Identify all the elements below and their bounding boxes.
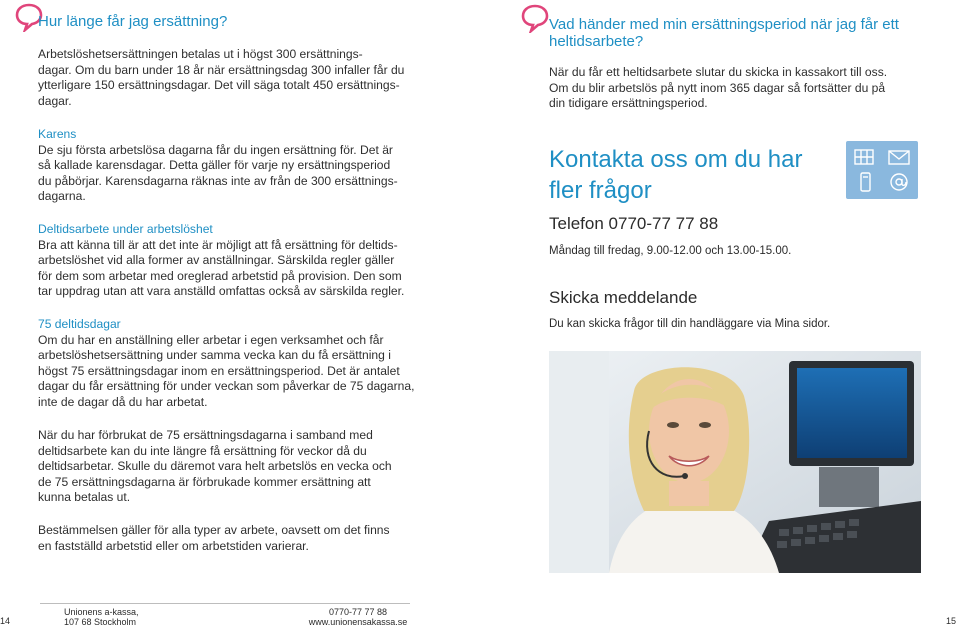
- send-message-heading: Skicka meddelande: [549, 288, 698, 307]
- contact-methods-icon: [846, 141, 918, 199]
- deltidsdagar-section: [38, 317, 438, 411]
- footer-divider: [40, 603, 410, 604]
- page-number-left: 14: [0, 616, 11, 626]
- contact-heading: Kontakta oss om du har fler frågor: [549, 146, 803, 204]
- footer-contact: [308, 607, 408, 627]
- bestammelse-paragraph: Bestämmelsen gäller för alla typer av arbete, oavsett om det finns en fastställd arbetstid eller om arbetstiden varierar.: [38, 523, 390, 553]
- question-title-duration: Hur länge får jag ersättning?: [38, 13, 228, 30]
- deltid-heading: Deltidsarbete under arbetslöshet: [38, 222, 213, 236]
- page-number-right: 15: [946, 616, 957, 626]
- deltid-section: [38, 222, 438, 300]
- support-agent-photo: [549, 351, 921, 573]
- forbrukat-paragraph: När du har förbrukat de 75 ersättningsdagarna i samband med deltidsarbete kan du inte längre få ersättning för veckor då du deltidsarbetar. Skulle du däremot vara helt arbetslös en vecka och de 75 ersättningsdagarna är förbrukade kommer ersättning att kunna betalas ut.: [38, 428, 392, 505]
- footer-website-link[interactable]: www.unionensakassa.se: [308, 617, 408, 627]
- footer-phone: 0770-77 77 88: [328, 607, 388, 617]
- karens-heading: Karens: [38, 127, 77, 141]
- deltidsdagar-paragraph: Om du har en anställning eller arbetar i egen verksamhet och får arbetslöshetsersättning under samma vecka kan du få ersättning i högst 75 ersättningsdagar inom en ersättningsperiod. Det är antalet dagar du får ersättning för under veckan som påverkar de 75 dagarna, inte de dagar då du har arbetat.: [38, 332, 415, 409]
- karens-paragraph: De sju första arbetslösa dagarna får du ingen ersättning för. Det är så kallade karensdagar. Detta gäller för varje ny ersättningsperiod du påbörjar. Karensdagarna räknas inte av från de 300 ersättnings- dagarna.: [38, 142, 398, 204]
- question-title-heltidsarbete: Vad händer med min ersättningsperiod när jag får ett heltidsarbete?: [549, 16, 899, 50]
- karens-section: [38, 127, 438, 205]
- speech-bubble-icon: [520, 3, 550, 33]
- deltid-paragraph: Bra att känna till är att det inte är möjligt att få ersättning för deltids- arbetslöshet vid alla former av anställningar. Särskilda regler gäller för dem som arbetar med oreglerad arbetstid på provision. Den som tar uppdrag utan att vara anställd omfattas också av särskilda regler.: [38, 237, 405, 299]
- building-phone-mail-icon: [846, 141, 918, 199]
- phone-number: Telefon 0770-77 77 88: [549, 214, 719, 233]
- footer-address: Unionens a-kassa, 107 68 Stockholm: [64, 607, 139, 627]
- deltidsdagar-heading: 75 deltidsdagar: [38, 317, 121, 331]
- duration-paragraph: Arbetslöshetsersättningen betalas ut i högst 300 ersättnings- dagar. Om du barn under 18 år när ersättningsdag 300 infaller får du ytterligare 150 ersättningsdagar. Det vill säga totalt 450 ersättnings- dagar.: [38, 47, 405, 108]
- opening-hours: Måndag till fredag, 9.00-12.00 och 13.00-15.00.: [549, 245, 792, 257]
- send-message-text: Du kan skicka frågor till din handläggare via Mina sidor.: [549, 318, 831, 330]
- heltidsarbete-paragraph: När du får ett heltidsarbete slutar du skicka in kassakort till oss. Om du blir arbetslös på nytt inom 365 dagar så fortsätter du på din tidigare ersättningsperiod.: [549, 65, 888, 111]
